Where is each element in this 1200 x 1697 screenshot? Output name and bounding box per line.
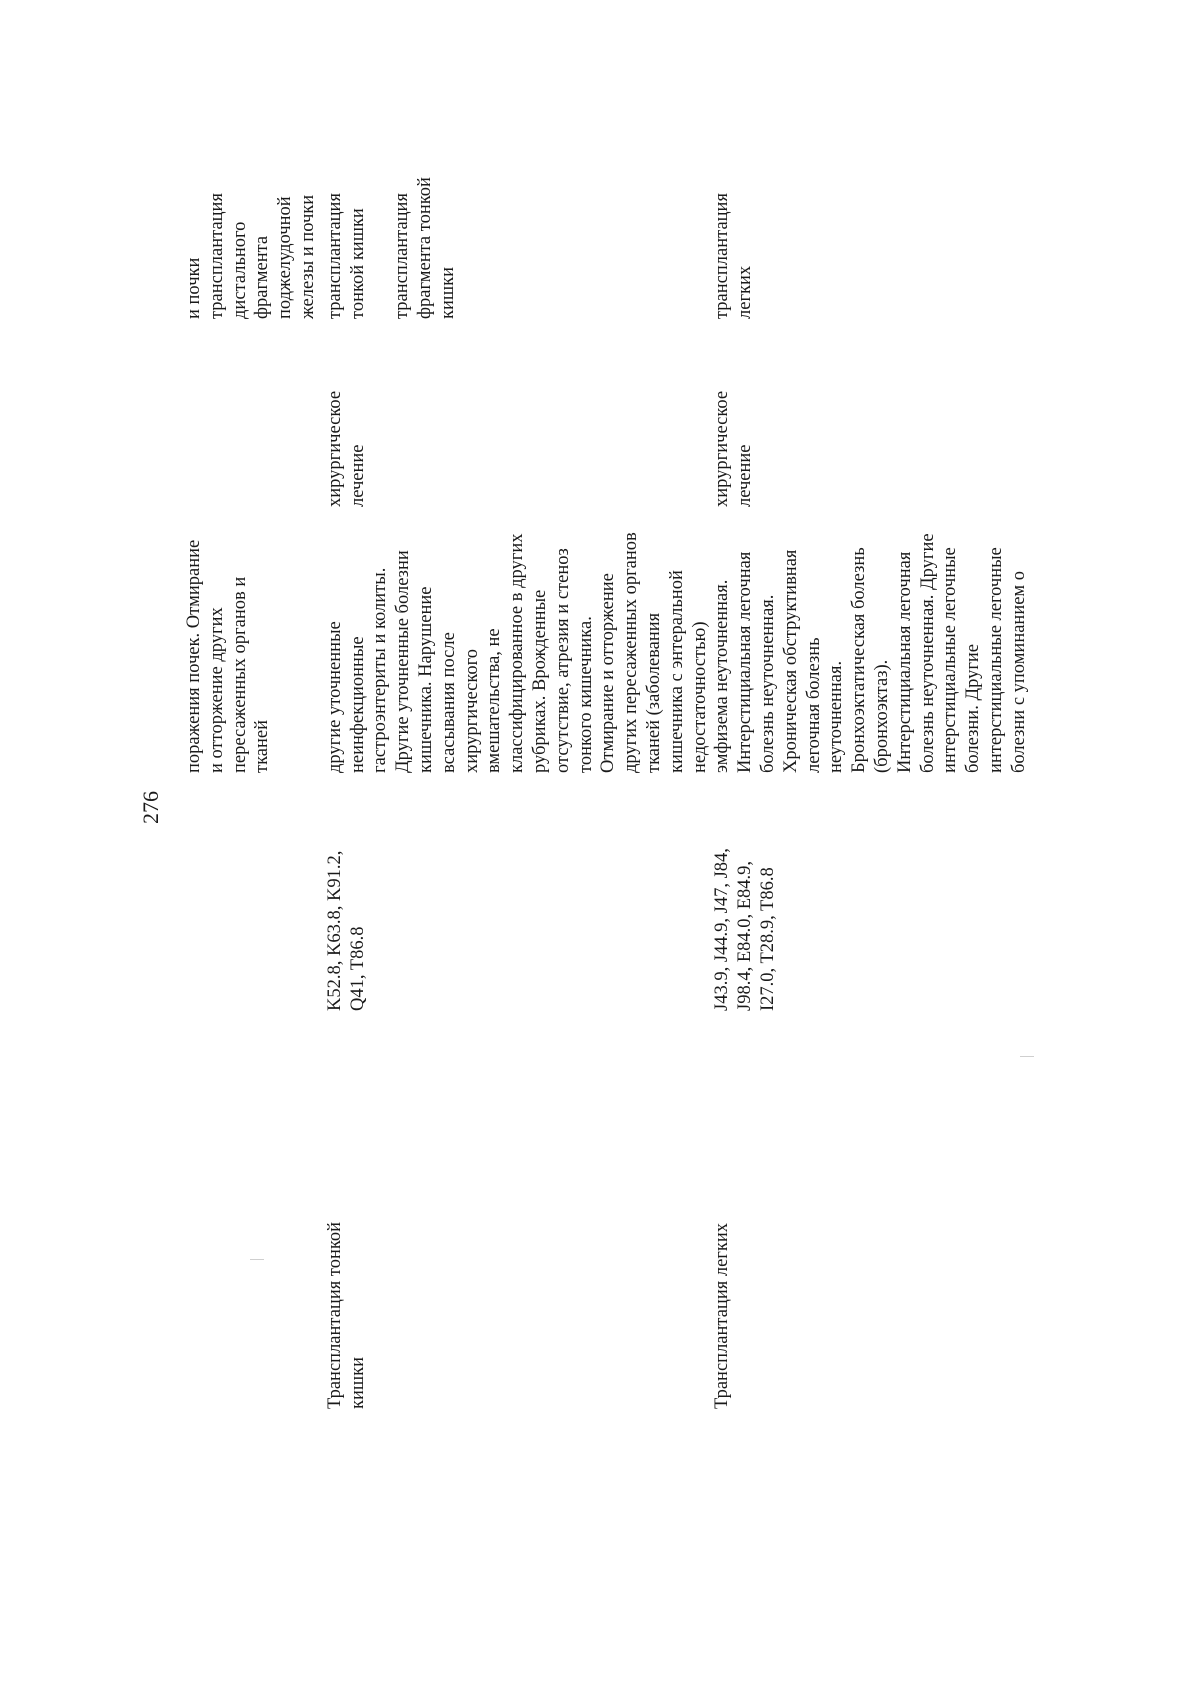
treatment-type-cell: хирургическое лечение — [324, 390, 368, 507]
icd-codes-cell — [183, 773, 320, 1011]
diagnosis-cell: эмфизема неуточненная. Интерстициальная легочная болезнь неуточненная. Хроническая обструктивная легочная болезнь неуточненная. Бронхоэктатическая болезнь (бронхоэктаз). Интерстициальная легочная болезнь неуточненная. Другие интерстициальные легочные болезни. Другие интерстициальные легочные болезни с упоминанием о — [712, 533, 1029, 773]
procedure-name-cell — [183, 1011, 320, 1409]
treatment-method-cell: трансплантация легких — [712, 193, 756, 319]
treatment-method-2: трансплантация фрагмента тонкой кишки — [392, 177, 458, 319]
table-row-small-intestine — [320, 159, 712, 1409]
treatment-method-cell — [320, 159, 712, 319]
procedure-name-cell: Трансплантация легких — [712, 1222, 733, 1409]
table-row-lung — [711, 159, 1030, 1409]
treatment-method-1: трансплантация тонкой кишки — [324, 193, 368, 319]
scan-artifact — [250, 1259, 264, 1260]
treatment-table — [183, 159, 1030, 1409]
diagnosis-cell: поражения почек. Отмирание и отторжение других пересаженных органов и тканей — [184, 539, 273, 773]
table-row-continued — [183, 159, 320, 1409]
treatment-method-cell: и почки трансплантация дистального фрагмента поджелудочной железы и почки — [184, 193, 318, 319]
treatment-type-cell: хирургическое лечение — [712, 390, 756, 507]
page-number: 276 — [138, 791, 163, 824]
icd-codes-cell: K52.8, K63.8, K91.2, Q41, T86.8 — [324, 850, 368, 1011]
icd-codes-cell: J43.9, J44.9, J47, J84, J98.4, E84.0, E84.9, I27.0, T28.9, T86.8 — [712, 848, 778, 1011]
treatment-type-cell — [183, 319, 320, 507]
scan-artifact — [1020, 1056, 1034, 1057]
method-spacer — [369, 159, 391, 319]
diagnosis-cell: другие уточненные неинфекционные гастроэнтериты и колиты. Другие уточненные болезни кишечника. Нарушение всасывания после хирургического вмешательства, не классифицированное в других рубриках. Врожденные отсутствие, атрезия и стеноз тонкого кишечника. Отмирание и отторжение других пересаженных органов тканей (заболевания кишечника с энтеральной недостаточностью) — [324, 532, 710, 773]
procedure-name-cell: Трансплантация тонкой кишки — [324, 1221, 368, 1409]
